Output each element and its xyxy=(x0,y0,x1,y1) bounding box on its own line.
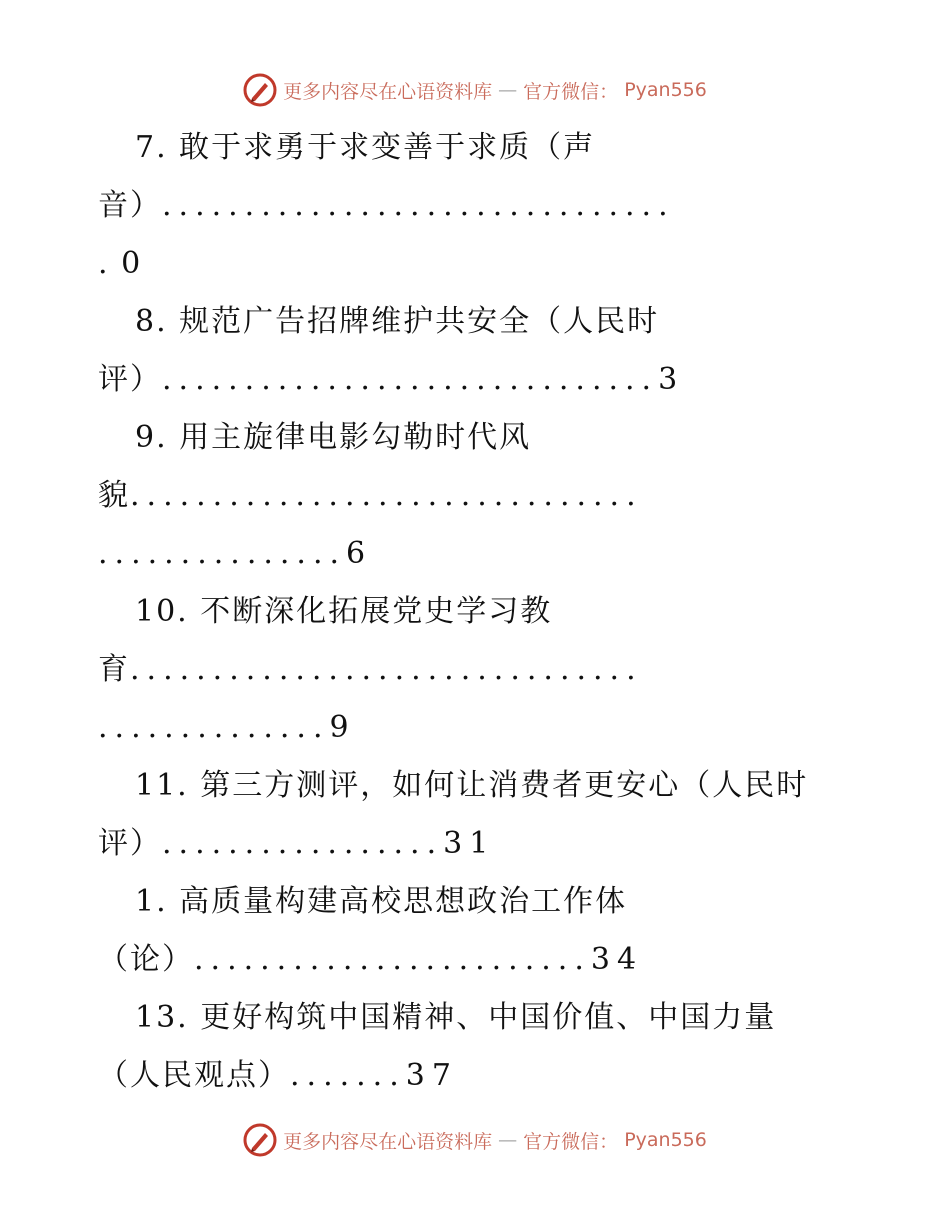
pen-logo-icon xyxy=(243,73,277,107)
toc-entry-8-title: 8. 规范广告招牌维护共安全（人民时 xyxy=(135,304,660,339)
toc-entry-7-cont: 音） xyxy=(98,188,162,223)
toc-entry-8-cont: 评） xyxy=(98,362,162,397)
toc-entry-9-cont: 貌 xyxy=(98,478,130,513)
toc-leader-dots: ...............6 xyxy=(98,536,373,571)
toc-entry-9-line2 xyxy=(98,476,643,516)
toc-leader-dots: .................31 xyxy=(162,826,496,861)
watermark-separator: — xyxy=(498,1129,518,1151)
toc-entry-12-title: 1. 高质量构建高校思想政治工作体 xyxy=(135,884,628,919)
watermark-wechat-id: Pyan556 xyxy=(624,1129,707,1151)
toc-entry-10-page xyxy=(98,708,356,748)
toc-leader-dots: ..............9 xyxy=(98,710,356,745)
toc-entry-10-cont: 育 xyxy=(98,652,130,687)
watermark-wechat-label: 官方微信： xyxy=(523,80,619,103)
toc-entry-10-title: 10. 不断深化拓展党史学习教 xyxy=(135,594,553,629)
toc-leader-dots: ............................... xyxy=(130,478,643,513)
toc-entry-10-line2 xyxy=(98,650,643,690)
toc-entry-8-line2 xyxy=(98,360,684,400)
pen-logo-icon xyxy=(243,1123,277,1157)
toc-entry-11-title: 11. 第三方测评，如何让消费者更安心（人民时 xyxy=(135,768,809,803)
toc-leader-dots: ............................... xyxy=(130,652,643,687)
toc-leader-dots: ............................... xyxy=(162,188,675,223)
watermark-wechat-label: 官方微信： xyxy=(523,1130,619,1153)
toc-entry-11-cont: 评） xyxy=(98,826,162,861)
toc-entry-7-line2 xyxy=(98,186,675,226)
toc-leader-dots: .......37 xyxy=(290,1058,458,1093)
toc-entry-12-cont: （论） xyxy=(98,942,194,977)
toc-entry-12-line2 xyxy=(98,940,643,980)
watermark-header xyxy=(0,70,950,110)
toc-entry-9-title: 9. 用主旋律电影勾勒时代风 xyxy=(135,420,532,455)
watermark-text: 更多内容尽在心语资料库 xyxy=(283,80,493,103)
toc-entry-13-line2 xyxy=(98,1056,458,1096)
toc-entry-13-cont: （人民观点） xyxy=(98,1058,290,1093)
watermark-separator: — xyxy=(498,79,518,101)
toc-entry-13-title: 13. 更好构筑中国精神、中国价值、中国力量 xyxy=(135,1000,777,1035)
watermark-wechat-id: Pyan556 xyxy=(624,79,707,101)
watermark-text: 更多内容尽在心语资料库 xyxy=(283,1130,493,1153)
toc-entry-11-line2 xyxy=(98,824,495,864)
toc-leader-dots: ..............................3 xyxy=(162,362,685,397)
toc-entry-7-title: 7. 敢于求勇于求变善于求质（声 xyxy=(135,130,596,165)
toc-leader-dots: ........................34 xyxy=(194,942,644,977)
toc-entry-7-page: . 0 xyxy=(98,246,143,281)
watermark-footer xyxy=(0,1120,950,1160)
toc-entry-9-page xyxy=(98,534,372,574)
